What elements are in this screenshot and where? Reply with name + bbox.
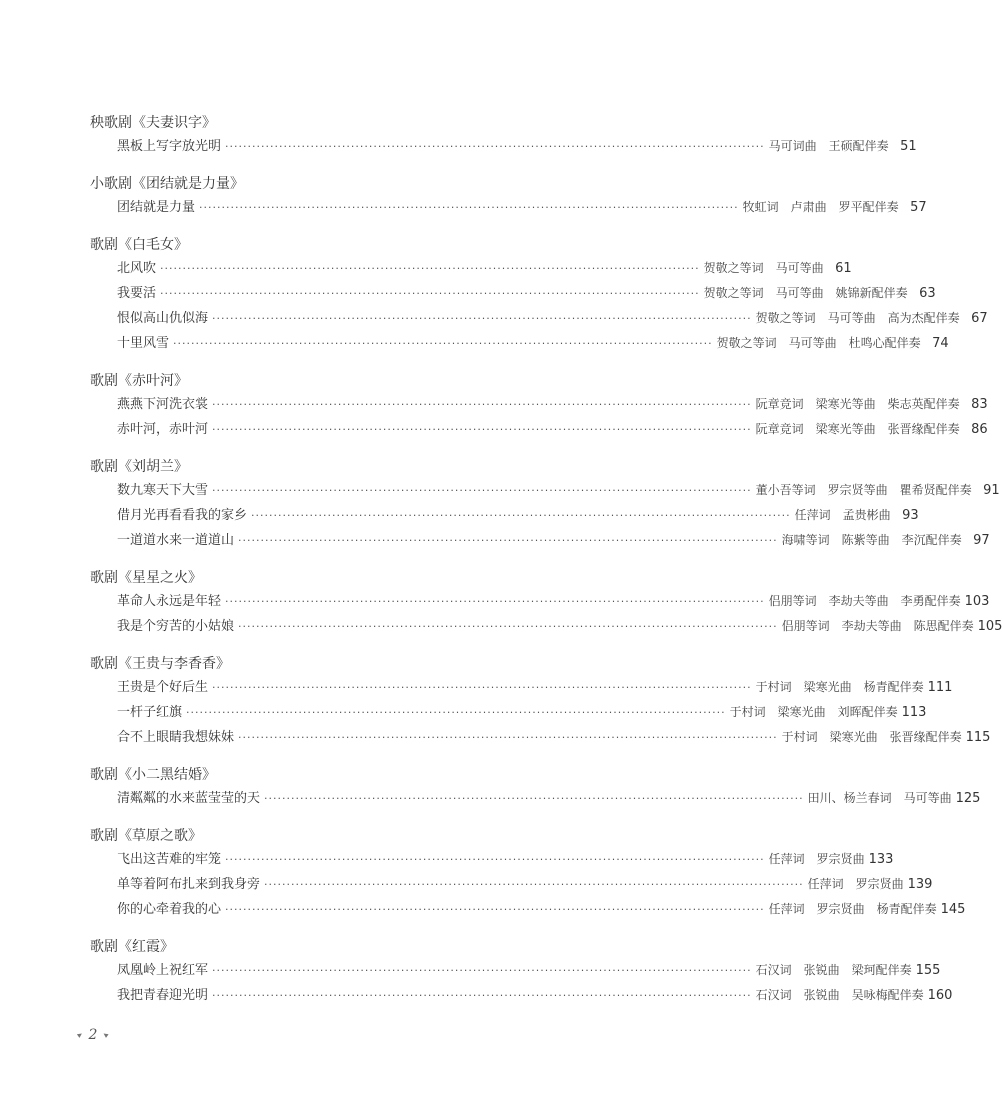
dot-leader: ························································································································	[212, 964, 752, 977]
dot-leader: ························································································································	[212, 484, 752, 497]
entry-page-number: 61	[835, 261, 852, 276]
dot-leader: ························································································································	[160, 262, 700, 275]
toc-entry[interactable]	[90, 478, 1000, 503]
entry-title: 一道道水来一道道山	[117, 533, 235, 548]
entry-title: 北风吹	[117, 261, 157, 276]
entry-title: 我要活	[117, 286, 157, 301]
toc-entry[interactable]	[90, 614, 1002, 639]
entry-credit: 侣朋等词 李劫夫等曲 李勇配伴奏	[768, 594, 961, 608]
entry-credit: 任萍词 罗宗贤曲 杨青配伴奏	[768, 902, 937, 916]
dot-leader: ························································································································	[212, 398, 752, 411]
table-of-contents	[90, 112, 1002, 1022]
entry-title: 团结就是力量	[117, 200, 196, 215]
toc-section	[90, 653, 991, 750]
entry-page-number: 155	[915, 963, 941, 978]
dot-leader: ························································································································	[238, 731, 778, 744]
toc-section	[90, 112, 917, 159]
left-triangle-icon: ▸	[75, 1029, 85, 1041]
toc-entry[interactable]	[90, 786, 981, 811]
dot-leader: ························································································································	[238, 620, 778, 633]
dot-leader: ························································································································	[212, 423, 752, 436]
section-title: 歌剧《赤叶河》	[90, 373, 188, 389]
toc-section	[90, 825, 966, 922]
section-title: 歌剧《红霞》	[90, 939, 174, 955]
page-footer	[75, 1027, 111, 1043]
toc-entry[interactable]	[90, 700, 927, 725]
entry-page-number: 91	[983, 483, 1000, 498]
entry-credit: 石汉词 张锐曲 吴咏梅配伴奏	[755, 988, 924, 1002]
entry-credit: 于村词 梁寒光曲 刘晖配伴奏	[729, 705, 898, 719]
toc-entry[interactable]	[90, 417, 988, 442]
entry-page-number: 83	[971, 397, 988, 412]
section-title: 歌剧《草原之歌》	[90, 828, 202, 844]
entry-title: 借月光再看看我的家乡	[117, 508, 248, 523]
dot-leader: ························································································································	[212, 989, 752, 1002]
entry-credit: 于村词 梁寒光曲 张晋缘配伴奏	[781, 730, 962, 744]
entry-page-number: 160	[927, 988, 953, 1003]
entry-title: 赤叶河，赤叶河	[117, 422, 209, 437]
entry-credit: 于村词 梁寒光曲 杨青配伴奏	[755, 680, 924, 694]
dot-leader: ························································································································	[225, 140, 765, 153]
toc-section	[90, 764, 981, 811]
entry-credit: 马可词曲 王硕配伴奏	[768, 139, 889, 153]
entry-title: 恨似高山仇似海	[117, 311, 209, 326]
entry-page-number: 145	[940, 902, 966, 917]
toc-entry[interactable]	[90, 134, 917, 159]
entry-page-number: 51	[900, 139, 917, 154]
section-title: 歌剧《白毛女》	[90, 237, 188, 253]
toc-section	[90, 567, 1002, 639]
dot-leader: ························································································································	[225, 853, 765, 866]
toc-entry[interactable]	[90, 331, 949, 356]
dot-leader: ························································································································	[212, 312, 752, 325]
entry-credit: 任萍词 孟贵彬曲	[794, 508, 891, 522]
dot-leader: ························································································································	[251, 509, 791, 522]
entry-page-number: 86	[971, 422, 988, 437]
entry-credit: 贺敬之等词 马可等曲	[703, 261, 824, 275]
entry-page-number: 125	[955, 791, 981, 806]
entry-credit: 海啸等词 陈紫等曲 李沉配伴奏	[781, 533, 962, 547]
dot-leader: ························································································································	[160, 287, 700, 300]
entry-title: 你的心牵着我的心	[117, 902, 222, 917]
toc-section	[90, 173, 927, 220]
entry-title: 十里风雪	[117, 336, 170, 351]
entry-title: 我把青春迎光明	[117, 988, 209, 1003]
entry-page-number: 111	[927, 680, 953, 695]
section-title: 小歌剧《团结就是力量》	[90, 176, 244, 192]
entry-title: 凤凰岭上祝红军	[117, 963, 209, 978]
toc-entry[interactable]	[90, 983, 953, 1008]
entry-title: 我是个穷苦的小姑娘	[117, 619, 235, 634]
toc-entry[interactable]	[90, 528, 990, 553]
entry-title: 单等着阿布扎来到我身旁	[117, 877, 261, 892]
toc-section	[90, 456, 1000, 553]
dot-leader: ························································································································	[264, 878, 804, 891]
toc-entry[interactable]	[90, 589, 990, 614]
toc-section	[90, 936, 953, 1008]
entry-credit: 任萍词 罗宗贤曲	[807, 877, 904, 891]
entry-title: 数九寒天下大雪	[117, 483, 209, 498]
entry-page-number: 103	[964, 594, 990, 609]
dot-leader: ························································································································	[173, 337, 713, 350]
toc-entry[interactable]	[90, 958, 941, 983]
toc-entry[interactable]	[90, 503, 919, 528]
toc-entry[interactable]	[90, 392, 988, 417]
dot-leader: ························································································································	[238, 534, 778, 547]
entry-page-number: 105	[977, 619, 1002, 634]
toc-section	[90, 234, 988, 356]
toc-entry[interactable]	[90, 281, 936, 306]
dot-leader: ························································································································	[264, 792, 804, 805]
entry-page-number: 113	[901, 705, 927, 720]
dot-leader: ························································································································	[212, 681, 752, 694]
toc-entry[interactable]	[90, 675, 953, 700]
entry-title: 合不上眼睛我想妹妹	[117, 730, 235, 745]
entry-title: 一杆子红旗	[117, 705, 183, 720]
entry-credit: 任萍词 罗宗贤曲	[768, 852, 865, 866]
entry-credit: 阮章竞词 梁寒光等曲 柴志英配伴奏	[755, 397, 960, 411]
entry-credit: 侣朋等词 李劫夫等曲 陈思配伴奏	[781, 619, 974, 633]
toc-section	[90, 370, 988, 442]
toc-entry[interactable]	[90, 847, 894, 872]
entry-title: 革命人永远是年轻	[117, 594, 222, 609]
section-title: 歌剧《小二黑结婚》	[90, 767, 216, 783]
entry-title: 王贵是个好后生	[117, 680, 209, 695]
entry-page-number: 133	[868, 852, 894, 867]
entry-page-number: 93	[902, 508, 919, 523]
toc-entry[interactable]	[90, 725, 991, 750]
entry-page-number: 97	[973, 533, 990, 548]
entry-title: 黑板上写字放光明	[117, 139, 222, 154]
entry-page-number: 63	[919, 286, 936, 301]
page-number: 2	[88, 1027, 98, 1043]
entry-title: 燕燕下河洗衣裳	[117, 397, 209, 412]
dot-leader: ························································································································	[225, 903, 765, 916]
entry-credit: 董小吾等词 罗宗贤等曲 瞿希贤配伴奏	[755, 483, 972, 497]
toc-entry[interactable]	[90, 256, 852, 281]
right-triangle-icon: ◂	[100, 1029, 111, 1041]
entry-credit: 牧虹词 卢肃曲 罗平配伴奏	[742, 200, 899, 214]
entry-credit: 阮章竞词 梁寒光等曲 张晋缘配伴奏	[755, 422, 960, 436]
entry-credit: 田川、杨兰春词 马可等曲	[807, 791, 952, 805]
entry-title: 清粼粼的水来蓝莹莹的天	[117, 791, 261, 806]
dot-leader: ························································································································	[199, 201, 739, 214]
entry-credit: 石汉词 张锐曲 梁珂配伴奏	[755, 963, 912, 977]
dot-leader: ························································································································	[225, 595, 765, 608]
entry-credit: 贺敬之等词 马可等曲 高为杰配伴奏	[755, 311, 960, 325]
toc-entry[interactable]	[90, 897, 966, 922]
entry-page-number: 139	[907, 877, 933, 892]
entry-credit: 贺敬之等词 马可等曲 杜鸣心配伴奏	[716, 336, 921, 350]
entry-page-number: 74	[932, 336, 949, 351]
toc-entry[interactable]	[90, 306, 988, 331]
toc-entry[interactable]	[90, 195, 927, 220]
entry-title: 飞出这苦难的牢笼	[117, 852, 222, 867]
entry-page-number: 115	[965, 730, 991, 745]
dot-leader: ························································································································	[186, 706, 726, 719]
section-title: 歌剧《星星之火》	[90, 570, 202, 586]
section-title: 歌剧《刘胡兰》	[90, 459, 188, 475]
entry-page-number: 57	[910, 200, 927, 215]
section-title: 歌剧《王贵与李香香》	[90, 656, 230, 672]
section-title: 秧歌剧《夫妻识字》	[90, 115, 216, 131]
entry-page-number: 67	[971, 311, 988, 326]
toc-entry[interactable]	[90, 872, 933, 897]
entry-credit: 贺敬之等词 马可等曲 姚锦新配伴奏	[703, 286, 908, 300]
